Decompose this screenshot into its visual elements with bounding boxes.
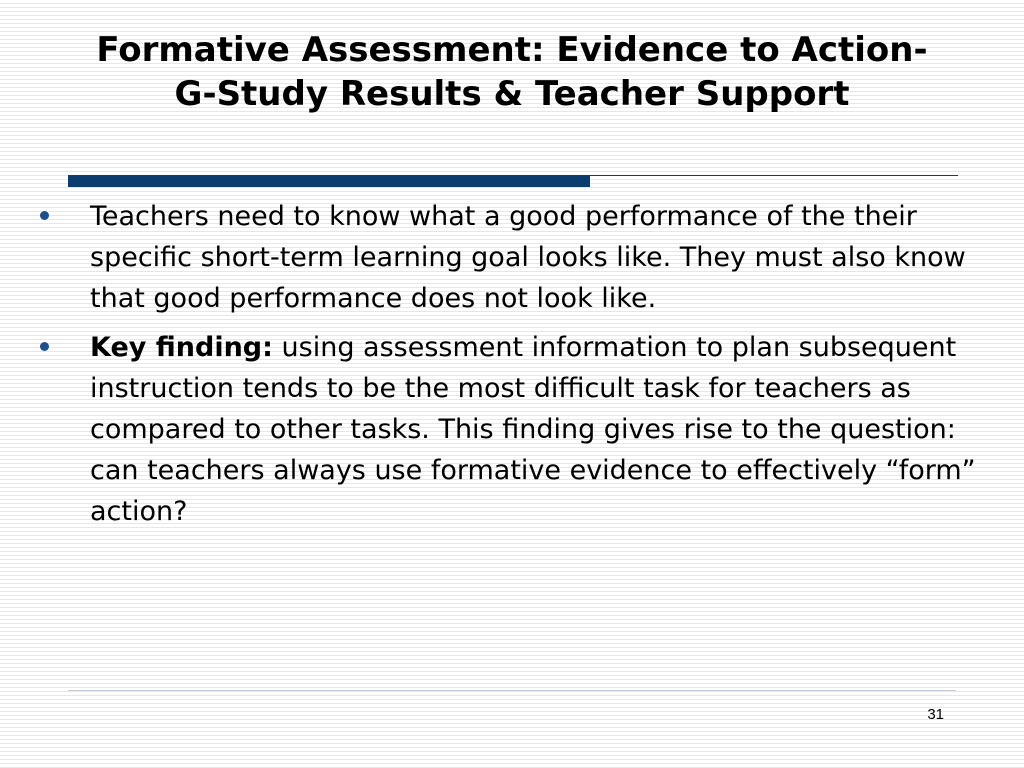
slide-title-line-1: Formative Assessment: Evidence to Action- (96, 30, 928, 70)
page-number: 31 (927, 706, 944, 723)
bullet-list (40, 196, 1000, 540)
bullet-item (40, 196, 1000, 319)
bullet-dot-icon (40, 342, 49, 351)
slide-title-line-2: G-Study Results & Teacher Support (174, 74, 850, 114)
slide-title (0, 28, 1024, 116)
bullet-bold-lead: Key finding: (90, 332, 273, 363)
bullet-text: using assessment information to plan subsequent instruction tends to be the most difficult task for teachers as compared to other tasks. This finding gives rise to the question: can teachers always use formative evidence to effectively “form” action? (90, 332, 976, 527)
title-underline-thin (590, 175, 958, 176)
footer-divider (68, 690, 956, 691)
bullet-text: Teachers need to know what a good performance of the their specific short-term learning goal looks like. They must also know that good performance does not look like. (90, 201, 966, 314)
bullet-item (40, 327, 1000, 532)
title-underline-thick (68, 175, 590, 187)
bullet-dot-icon (40, 211, 49, 220)
